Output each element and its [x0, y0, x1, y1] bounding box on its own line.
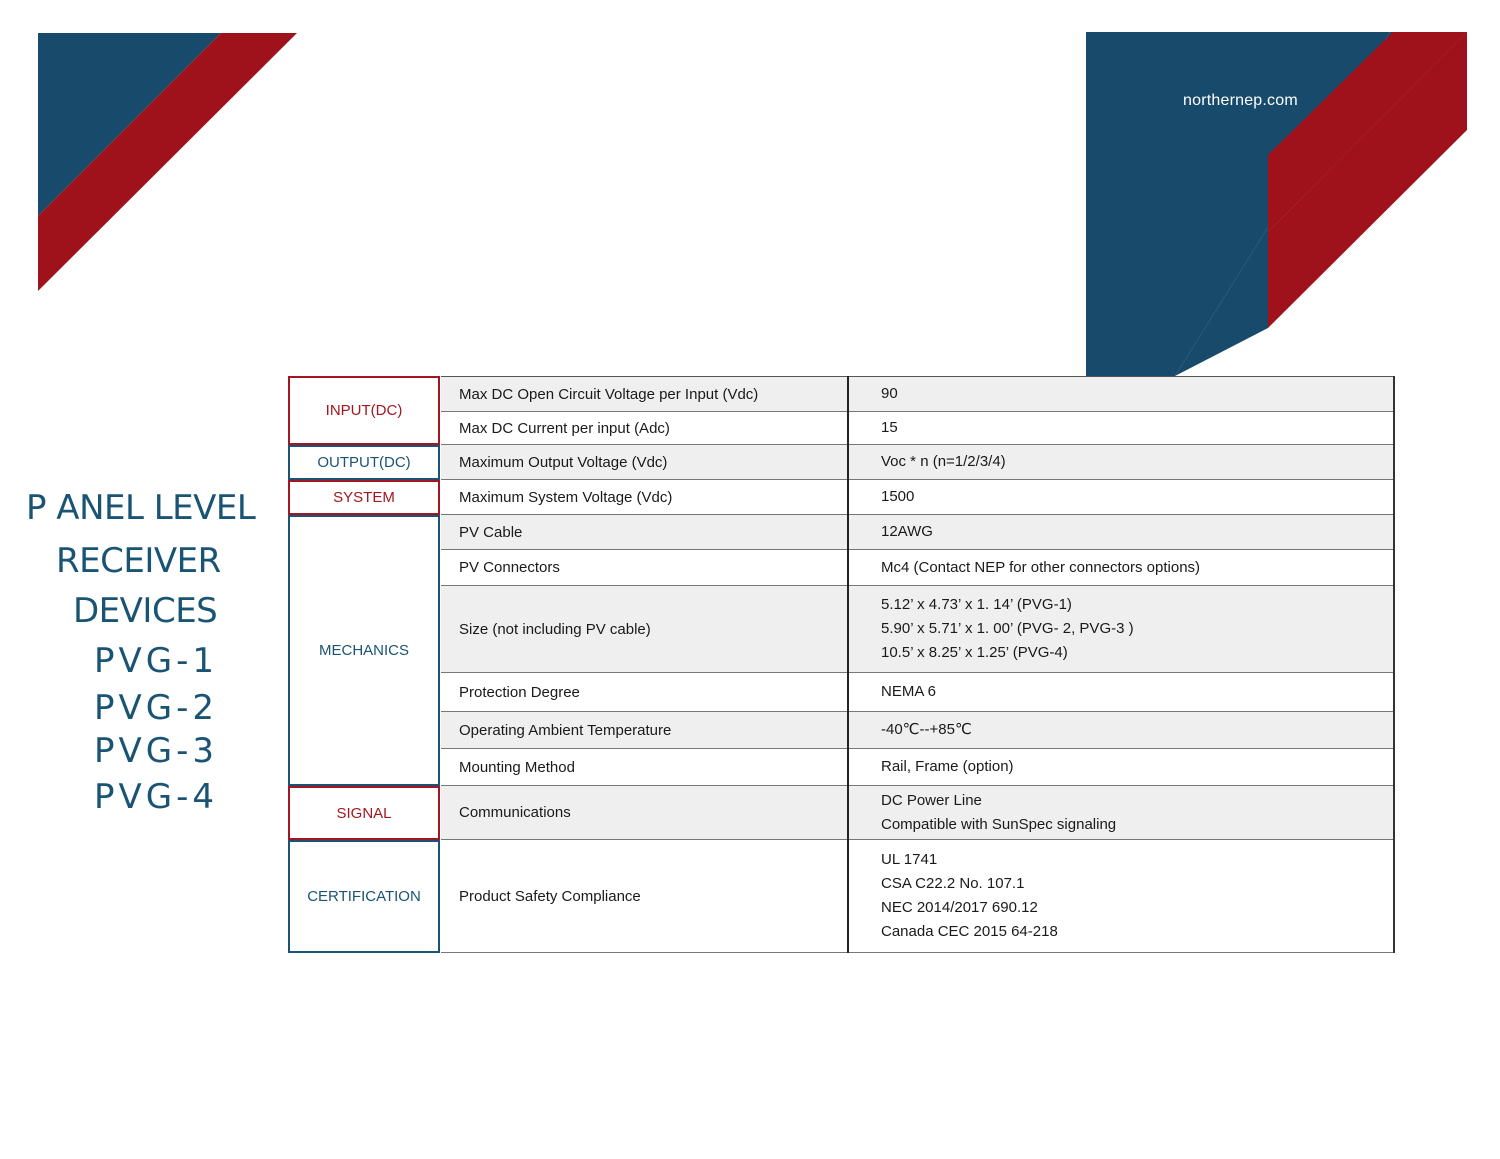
row-value: Voc * n (n=1/2/3/4) — [881, 453, 1006, 470]
row-label: Communications — [459, 804, 571, 821]
row-value: 90 — [881, 385, 898, 402]
row-label: Protection Degree — [459, 683, 580, 701]
model-pvg-1: PVG-1 — [94, 641, 219, 681]
row-label: Max DC Current per input (Adc) — [459, 419, 670, 437]
table-row — [441, 412, 1394, 445]
row-value: NEMA 6 — [881, 683, 937, 700]
table-row — [441, 840, 1394, 953]
row-value: 15 — [881, 419, 898, 436]
row-value: 5.12’ x 4.73’ x 1. 14’ (PVG-1) 5.90’ x 5.71’ x 1. 00’ (PVG- 2, PVG-3 ) 10.5’ x 8.25’ x 1.25’ (PVG-4) — [881, 596, 1134, 661]
category-signal: SIGNAL — [288, 786, 440, 840]
category-system: SYSTEM — [288, 480, 440, 515]
column-divider — [847, 376, 849, 953]
title-line-2: RECEIVER — [56, 541, 221, 581]
row-value: Mc4 (Contact NEP for other connectors options) — [881, 558, 1201, 576]
top-right-decoration — [1080, 0, 1500, 380]
table-row — [441, 786, 1394, 840]
spec-table — [288, 376, 1395, 953]
row-label: Maximum Output Voltage (Vdc) — [459, 453, 668, 471]
row-value: UL 1741 CSA C22.2 No. 107.1 NEC 2014/2017 690.12 Canada CEC 2015 64-218 — [881, 851, 1058, 940]
row-value: DC Power Line Compatible with SunSpec signaling — [881, 791, 1117, 833]
title-line-3: DEVICES — [73, 591, 218, 631]
row-label: Mounting Method — [459, 758, 575, 776]
table-row — [441, 445, 1394, 480]
row-value: Rail, Frame (option) — [881, 758, 1014, 775]
table-row — [441, 550, 1394, 586]
category-certification: CERTIFICATION — [288, 840, 440, 953]
table-right-border — [1393, 376, 1395, 953]
table-row — [441, 712, 1394, 749]
top-left-decoration — [0, 0, 320, 320]
category-mechanics: MECHANICS — [288, 515, 440, 786]
row-label: Max DC Open Circuit Voltage per Input (Vdc) — [459, 385, 759, 403]
row-label: Maximum System Voltage (Vdc) — [459, 488, 673, 506]
row-value: -40℃--+85℃ — [881, 721, 972, 738]
title-line-1: P ANEL LEVEL — [26, 488, 256, 528]
category-input-dc: INPUT(DC) — [288, 376, 440, 445]
row-label: Size (not including PV cable) — [459, 620, 651, 638]
row-label: Operating Ambient Temperature — [459, 721, 672, 739]
row-value: 12AWG — [881, 523, 933, 540]
table-row — [441, 515, 1394, 550]
row-label: PV Cable — [459, 523, 523, 541]
table-row — [441, 673, 1394, 712]
row-label: PV Connectors — [459, 559, 560, 576]
model-pvg-4: PVG-4 — [94, 777, 219, 817]
row-value: 1500 — [881, 488, 915, 505]
table-row — [441, 586, 1394, 673]
category-output-dc: OUTPUT(DC) — [288, 445, 440, 480]
table-row — [441, 480, 1394, 515]
model-pvg-2: PVG-2 — [94, 688, 219, 728]
model-pvg-3: PVG-3 — [94, 731, 219, 771]
website-label: northernep.com — [1183, 92, 1298, 109]
table-row — [441, 377, 1394, 412]
table-row — [441, 749, 1394, 786]
row-label: Product Safety Compliance — [459, 887, 641, 905]
